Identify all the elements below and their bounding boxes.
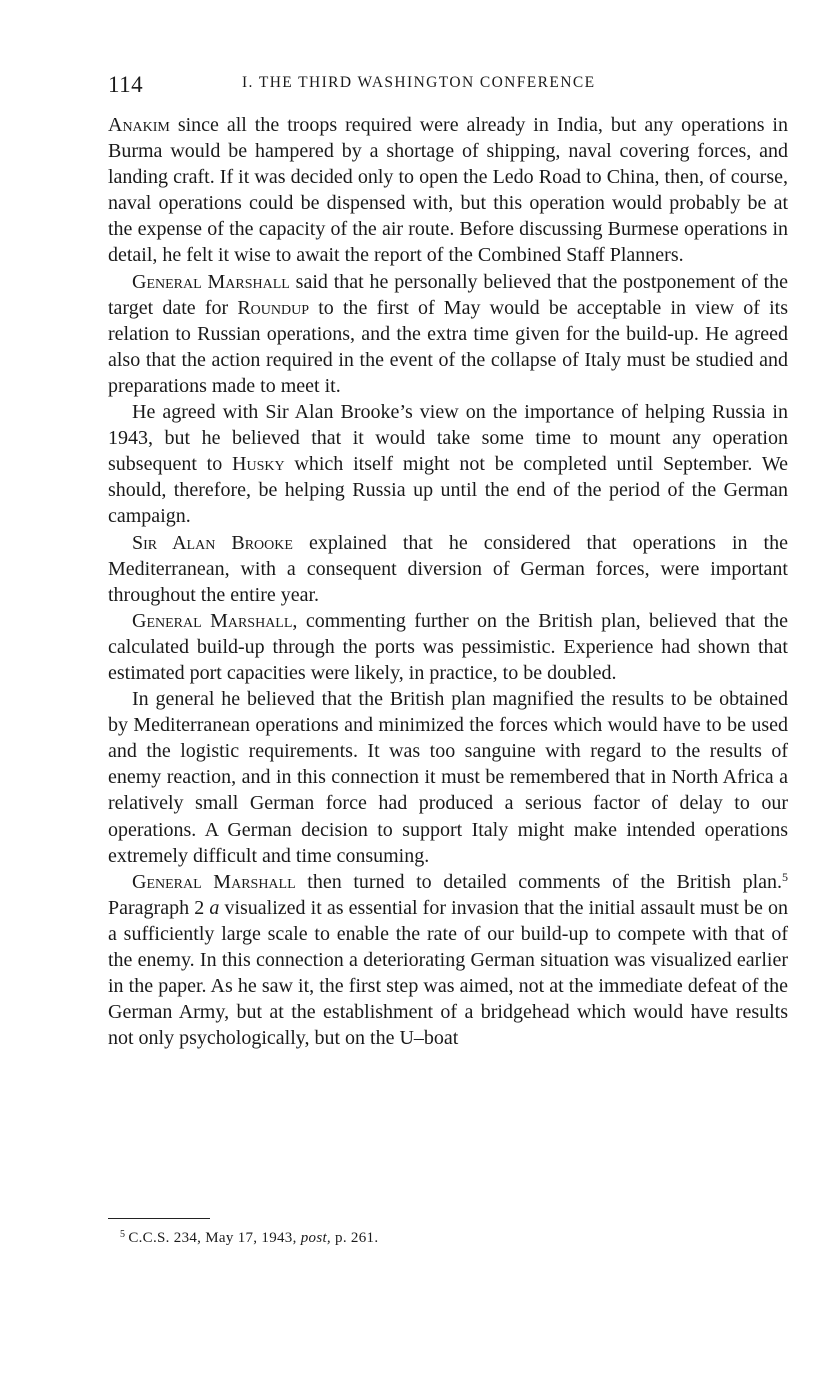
- paragraph-text: Paragraph 2: [108, 896, 210, 919]
- paragraph-2: [108, 269, 788, 399]
- speaker-name: General Marshall: [132, 270, 290, 293]
- footnote-text: p. 261.: [330, 1230, 379, 1246]
- speaker-name: General Marshall: [132, 870, 296, 893]
- paragraph-text: visualized it as essential for invasion that the initial assault must be on a sufficiently large scale to enable the rate of our build-up to compete with that of the enemy. In this connection a deteriorating German situation was visualized earlier in the paper. As he saw it, the first step was aimed, not at the immediate defeat of the German Army, but at the establishment of a bridgehead which would have results not only psychologically, but on the U–boat: [108, 896, 789, 1050]
- footnote: [120, 1229, 780, 1247]
- paragraph-text: to the first of May would be acceptable in view of its relation to Russian operations, and the extra time given for the build-up. He agreed also that the action required in the event of the collapse of Italy must be studied and preparations made to meet it.: [108, 296, 788, 397]
- page-header: [108, 70, 788, 100]
- operation-name: Husky: [232, 453, 285, 476]
- paragraph-4: [108, 530, 788, 608]
- footnote-text: C.C.S. 234, May 17, 1943,: [128, 1230, 301, 1246]
- paragraph-5: [108, 608, 788, 686]
- body-text: [108, 112, 788, 1051]
- footnote-italic: post,: [300, 1230, 331, 1246]
- speaker-name: General Marshall: [132, 609, 293, 632]
- speaker-name: Sir Alan Brooke: [132, 531, 293, 554]
- paragraph-text: which itself might not be completed until September. We should, therefore, be helping Russia up until the end of the period of the German campaign.: [108, 453, 789, 528]
- paragraph-text: , commenting further on the British plan, believed that the calculated build-up through the ports was pessimistic. Experience had shown that estimated port capacities were likely, in practice, to be doubled.: [108, 609, 789, 684]
- paragraph-text: explained that he considered that operations in the Mediterranean, with a consequent diversion of German forces, were important throughout the entire year.: [108, 531, 788, 606]
- operation-name: Roundup: [237, 296, 310, 319]
- paragraph-1: [108, 112, 788, 269]
- italic-letter: a: [209, 896, 220, 919]
- page-number: 114: [108, 72, 144, 97]
- footnote-mark: 5: [120, 1229, 126, 1240]
- paragraph-text: since all the troops required were already in India, but any operations in Burma would be hampered by a shortage of shipping, naval covering forces, and landing craft. If it was decided only to open the Ledo Road to China, then, of course, naval operations could be dispensed with, but this operation would probably be at the expense of the capacity of the air route. Before discussing Burmese operations in detail, he felt it wise to await the report of the Combined Staff Planners.: [108, 114, 788, 267]
- paragraph-7: [108, 869, 788, 1052]
- paragraph-3: [108, 399, 788, 529]
- paragraph-text: then turned to detailed comments of the British plan.: [295, 870, 783, 893]
- footnote-reference[interactable]: 5: [782, 869, 789, 884]
- paragraph-text: said that he personally believed that the postponement of the target date for: [108, 270, 789, 319]
- footnote-divider: [108, 1218, 210, 1219]
- paragraph-text: In general he believed that the British plan magnified the results to be obtained by Mediterranean operations and minimized the forces which would have to be used and the logistic requirements. It was too sanguine with regard to the results of enemy reaction, and in this connection it must be remembered that in North Africa a relatively small German force had produced a serious factor of delay to our operations. A German decision to support Italy might make intended operations extremely difficult and time consuming.: [108, 688, 788, 867]
- running-head: I. THE THIRD WASHINGTON CONFERENCE: [242, 74, 596, 91]
- paragraph-text: He agreed with Sir Alan Brooke’s view on the importance of helping Russia in 1943, but he believed that it would take some time to mount any operation subsequent to: [108, 401, 788, 476]
- operation-name: Anakim: [108, 114, 170, 136]
- paragraph-6: [108, 686, 788, 869]
